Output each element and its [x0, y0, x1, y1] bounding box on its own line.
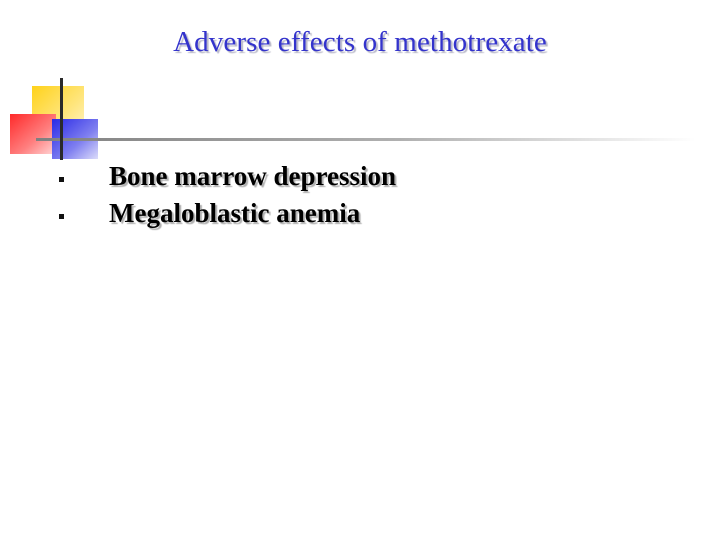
red-square [10, 114, 56, 154]
bullet-text: Megaloblastic anemia [109, 198, 361, 228]
slide-title: Adverse effects of methotrexate [173, 26, 547, 58]
vertical-line [60, 78, 63, 160]
bullet-text: Bone marrow depression [109, 161, 397, 191]
list-item [0, 197, 720, 234]
bullet-square-icon [59, 214, 64, 219]
bullet-list [0, 160, 720, 234]
bullet-square-icon [59, 177, 64, 182]
rule-line [36, 138, 696, 141]
list-item [0, 160, 720, 197]
